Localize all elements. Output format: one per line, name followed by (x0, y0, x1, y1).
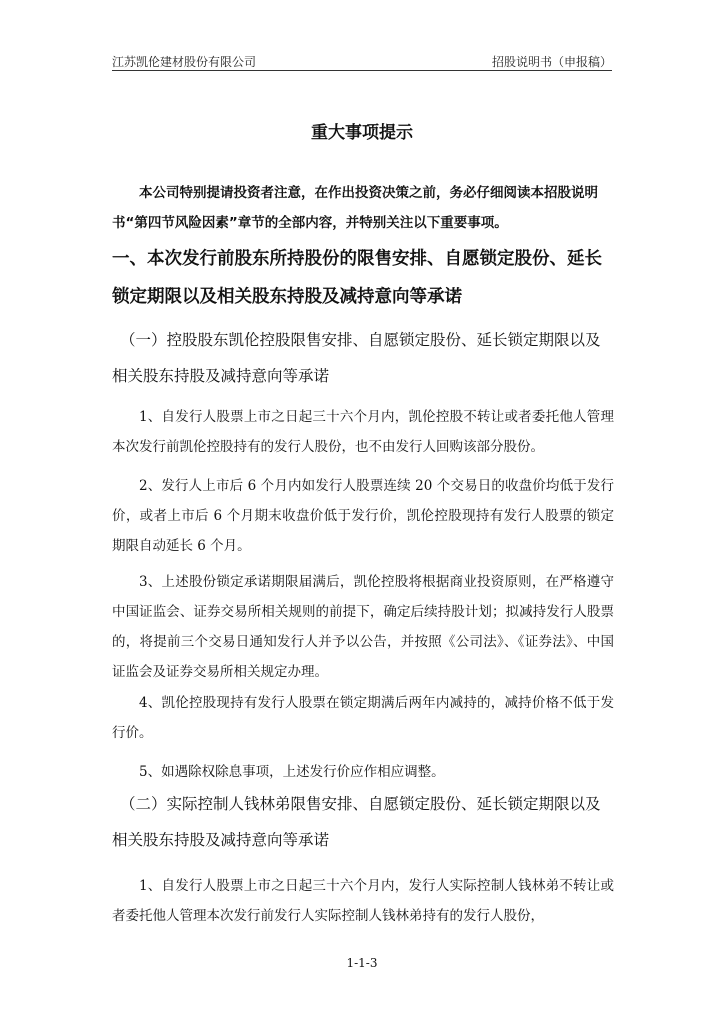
commitment-paragraph-1: 1、自发行人股票上市之日起三十六个月内，凯伦控股不转让或者委托他人管理本次发行前凯伦控股持有的发行人股份，也不由发行人回购该部分股份。 (112, 409, 614, 455)
subsection-heading-1: （一）控股股东凯伦控股限售安排、自愿锁定股份、延长锁定期限以及相关股东持股及减持意向等承诺 (112, 331, 601, 385)
page-number: 1-1-3 (346, 956, 378, 970)
commitment-paragraph-5: 5、如遇除权除息事项，上述发行价应作相应调整。 (139, 764, 445, 780)
header-company-name: 江苏凯伦建材股份有限公司 (112, 55, 257, 69)
subsection-heading-2: （二）实际控制人钱林弟限售安排、自愿锁定股份、延长锁定期限以及相关股东持股及减持意向等承诺 (112, 795, 601, 849)
commitment-paragraph-3: 3、上述股份锁定承诺期限届满后，凯伦控股将根据商业投资原则，在严格遵守中国证监会、证券交易所相关规则的前提下，确定后续持股计划；拟减持发行人股票的，将提前三个交易日通知发行人并予以公告，并按照《公司法》、《证券法》、中国证监会及证券交易所相关规定办理。 (112, 574, 614, 680)
commitment-paragraph-4: 4、凯伦控股现持有发行人股票在锁定期满后两年内减持的，减持价格不低于发行价。 (112, 695, 614, 741)
header-document-type: 招股说明书（申报稿） (491, 55, 612, 69)
section-heading-1: 一、本次发行前股东所持股份的限售安排、自愿锁定股份、延长锁定期限以及相关股东持股及减持意向等承诺 (112, 249, 602, 307)
controller-paragraph-1: 1、自发行人股票上市之日起三十六个月内，发行人实际控制人钱林弟不转让或者委托他人管理本次发行前发行人实际控制人钱林弟持有的发行人股份， (112, 878, 614, 924)
header-divider (112, 70, 612, 71)
commitment-paragraph-2: 2、发行人上市后 6 个月内如发行人股票连续 20 个交易日的收盘价均低于发行价，或者上市后 6 个月期末收盘价低于发行价，凯伦控股现持有发行人股票的锁定期限自动延长 6 个月。 (112, 478, 614, 554)
intro-paragraph: 本公司特别提请投资者注意，在作出投资决策之前，务必仔细阅读本招股说明书“第四节风险因素”章节的全部内容，并特别关注以下重要事项。 (112, 185, 598, 231)
page-title: 重大事项提示 (311, 123, 413, 143)
